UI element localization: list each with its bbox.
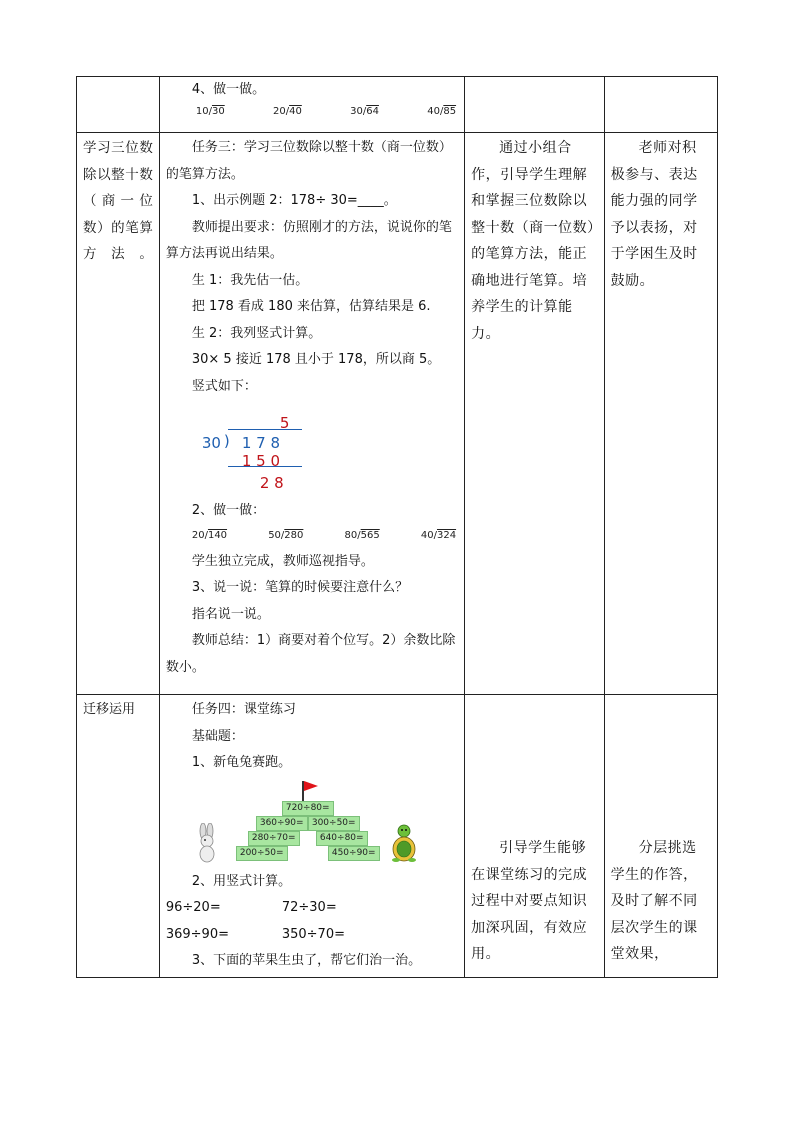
stage-label: 迁移运用 [83, 702, 136, 717]
divisor: 30 [350, 106, 363, 117]
content-line: 学生独立完成，教师巡视指导。 [191, 553, 374, 569]
race-box: 300÷50= [308, 816, 360, 831]
content-line: 生 2：我列竖式计算。 [191, 325, 322, 341]
table-row [77, 133, 718, 695]
division-bracket: / [204, 529, 208, 541]
purpose-text: 引导学生能够在课堂练习的完成过程中对要点知识加深巩固，有效应用。 [471, 840, 588, 962]
division-problem [350, 105, 379, 119]
content-line: 教师总结：1）商要对着个位写。2）余数比除数小。 [165, 633, 456, 675]
divisor: 80 [344, 529, 358, 541]
dividend: 1 7 8 [241, 434, 281, 452]
lesson-plan-table [76, 76, 718, 978]
race-box: 280÷70= [248, 831, 300, 846]
long-division [198, 410, 458, 494]
purpose-cell [465, 695, 605, 978]
dividend: 40 [289, 106, 302, 117]
division-bracket: / [362, 106, 367, 117]
dividend: 324 [436, 529, 457, 541]
divisor: 10 [195, 106, 209, 117]
q2-row [166, 895, 458, 922]
division-bracket: / [439, 106, 444, 117]
division-bracket: / [285, 106, 290, 117]
evaluation-cell [604, 133, 717, 695]
division-bracket: / [280, 529, 285, 541]
division-bracket: / [357, 529, 361, 541]
dividend: 64 [366, 106, 379, 117]
q2-item: 72÷30= [281, 900, 337, 915]
division-bracket: / [208, 106, 212, 117]
content-cell [159, 695, 464, 978]
tortoise-hare-race-illustration [194, 781, 458, 869]
content-line: 竖式如下： [191, 378, 257, 394]
table-row [77, 77, 718, 133]
divisor: 20 [191, 529, 205, 541]
race-box: 720÷80= [282, 801, 334, 816]
purpose-text: 通过小组合作，引导学生理解和掌握三位数除以整十数（商一位数）的笔算方法，能正确地进行笔算。培养学生的计算能力。 [471, 140, 595, 342]
content-line: 3、说一说：笔算的时候要注意什么？ [191, 580, 409, 595]
table-row [77, 695, 718, 978]
dividend: 140 [207, 529, 228, 541]
race-box: 640÷80= [316, 831, 368, 846]
purpose-cell [465, 133, 605, 695]
content-line: 任务三：学习三位数除以整十数（商一位数）的笔算方法。 [165, 140, 452, 182]
content-line: 1、新龟兔赛跑。 [191, 755, 292, 770]
content-line: 指名说一说。 [191, 606, 270, 622]
practice-label: 2、做一做： [191, 503, 266, 518]
content-cell [159, 133, 464, 695]
division-problems [166, 525, 458, 549]
content-line: 30× 5 接近 178 且小于 178，所以商 5。 [191, 352, 441, 367]
stage-cell [77, 695, 160, 978]
content-line: 教师提出要求：仿照刚才的方法，说说你的笔算方法再说出结果。 [165, 219, 452, 261]
q2-item: 350÷70= [281, 926, 345, 942]
q2-item: 369÷90= [165, 926, 229, 942]
turtle-icon [390, 823, 418, 863]
rabbit-icon [194, 823, 220, 863]
evaluation-cell-empty [604, 77, 717, 133]
content-line: 生 1：我先估一估。 [191, 272, 309, 288]
divisor: 30 [201, 434, 221, 452]
red-flag-icon [304, 781, 318, 791]
divisor: 40 [427, 106, 440, 117]
evaluation-text: 老师对积极参与、表达能力强的同学予以表扬，对于学困生及时鼓励。 [610, 140, 698, 289]
race-box: 450÷90= [328, 846, 380, 861]
evaluation-text: 分层挑选学生的作答，及时了解不同层次学生的课堂效果， [610, 840, 698, 962]
content-line: 基础题： [191, 728, 244, 744]
division-problem [192, 529, 227, 543]
content-line: 任务四：课堂练习 [191, 702, 296, 717]
race-box: 200÷50= [236, 846, 288, 861]
race-box: 360÷90= [256, 816, 308, 831]
q2-row [166, 922, 458, 949]
q2-item: 96÷20= [165, 900, 221, 915]
stage-cell-empty [77, 77, 160, 133]
product: 1 5 0 [241, 452, 281, 470]
dividend: 30 [211, 106, 225, 117]
content-cell [159, 77, 464, 133]
dividend: 85 [443, 106, 457, 117]
stage-cell [77, 133, 160, 695]
division-bracket: / [433, 529, 437, 541]
dividend: 280 [284, 529, 304, 541]
evaluation-cell [604, 695, 717, 978]
division-problem [268, 529, 303, 543]
divisor: 40 [420, 529, 434, 541]
division-problem [273, 105, 302, 119]
q2-label: 2、用竖式计算。 [191, 873, 292, 889]
division-problems [166, 101, 458, 119]
content-line: 1、出示例题 2：178÷ 30=____。 [191, 193, 397, 208]
stage-label: 学习三位数除以整十数（商一位数）的笔算方法。 [83, 140, 153, 262]
subtract-line [228, 466, 302, 467]
remainder: 2 8 [259, 474, 284, 492]
divisor: 20 [272, 106, 286, 117]
purpose-cell-empty [465, 77, 605, 133]
division-problem [196, 105, 225, 119]
division-problem [427, 105, 456, 119]
content-line: 把 178 看成 180 来估算，估算结果是 6. [191, 299, 431, 314]
task-label: 4、做一做。 [191, 82, 266, 97]
quotient: 5 [279, 414, 290, 432]
q3-text: 3、下面的苹果生虫了，帮它们治一治。 [191, 953, 422, 968]
division-bracket: ) [223, 432, 230, 450]
dividend: 565 [360, 529, 380, 541]
division-problem [421, 529, 456, 543]
division-problem [345, 529, 380, 543]
divisor: 50 [268, 529, 281, 541]
